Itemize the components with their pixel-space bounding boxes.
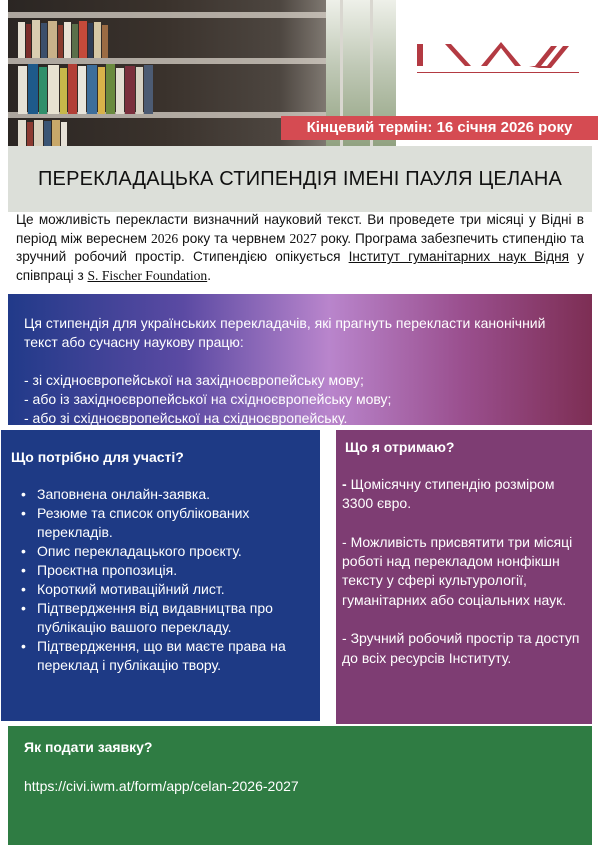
title-banner	[8, 146, 592, 212]
eligibility-item: - зі східноєвропейської на західноєвропейську мову;	[24, 372, 364, 388]
intro-text: у співпраці з	[16, 249, 584, 283]
page-title: ПЕРЕКЛАДАЦЬКА СТИПЕНДІЯ ІМЕНІ ПАУЛЯ ЦЕЛАНА	[37, 168, 563, 190]
intro-text: року. Програма забезпечить стипендію та зручний робочий простір. Стипендією опікується	[16, 230, 584, 265]
foundation-link[interactable]: S. Fischer Foundation	[87, 267, 208, 283]
eligibility-panel	[8, 294, 592, 425]
intro-year-end: 2027	[289, 230, 317, 246]
benefit-item	[342, 533, 582, 610]
book-row	[18, 20, 108, 58]
benefits-heading: Що я отримаю?	[345, 439, 455, 455]
apply-box	[8, 726, 592, 845]
logo-underline	[417, 72, 579, 73]
requirement-item: • Підтвердження від видавництва про публікацію вашого перекладу.	[21, 599, 311, 637]
benefit-item	[342, 629, 582, 668]
requirement-item: • Підтвердження, що ви маєте права на переклад і публікацію твору.	[21, 637, 311, 675]
benefit-item	[342, 475, 582, 514]
requirement-item: • Короткий мотиваційний лист.	[21, 580, 311, 599]
benefit-text: Щомісячну стипендію розміром 3300 євро.	[342, 476, 555, 512]
requirements-heading: Що потрібно для участі?	[11, 449, 184, 465]
benefit-dash: -	[342, 476, 351, 492]
benefit-dash: -	[342, 630, 351, 647]
intro-year-start: 2026	[150, 230, 179, 246]
application-form-link[interactable]: https://civi.iwm.at/form/app/celan-2026-2027	[24, 778, 299, 794]
book-row	[18, 64, 153, 114]
apply-heading: Як подати заявку?	[24, 739, 153, 755]
requirement-item: • Резюме та список опублікованих перекладів.	[21, 504, 311, 542]
intro-text: року та червнем	[178, 230, 290, 246]
intro-text: Це можливість перекласти визначний науковий текст. Ви проведете три місяці у Відні в період між вереснем	[16, 212, 584, 246]
requirement-item: • Опис перекладацького проєкту.	[21, 542, 311, 561]
intro-text: .	[207, 267, 211, 283]
requirement-item: • Заповнена онлайн-заявка.	[21, 485, 311, 504]
benefit-dash: -	[342, 533, 351, 550]
iwm-logo	[415, 38, 581, 74]
eligibility-list	[24, 371, 576, 428]
requirement-item: • Проєктна пропозиція.	[21, 561, 311, 580]
benefits-list	[342, 475, 582, 687]
benefit-text: Можливість присвятити три місяці роботі над перекладом нонфікшн тексту у сфері культурології, гуманітарних або соціальних наук.	[342, 533, 573, 608]
benefit-text: Зручний робочий простір та доступ до всіх ресурсів Інституту.	[342, 630, 580, 666]
eligibility-lead: Ця стипендія для українських перекладачів, які прагнуть перекласти канонічний текст або сучасну наукову працю:	[24, 315, 546, 350]
eligibility-item: - або зі східноєвропейської на східноєвропейську.	[24, 410, 348, 426]
benefits-box	[336, 430, 592, 724]
eligibility-item: - або із західноєвропейської на східноєвропейську мову;	[24, 391, 392, 407]
intro-paragraph	[16, 211, 584, 285]
requirements-box	[1, 430, 320, 721]
deadline-badge: Кінцевий термін: 16 січня 2026 року	[281, 116, 598, 140]
requirements-list	[21, 485, 311, 675]
institute-link[interactable]: Інститут гуманітарних наук Відня	[348, 249, 570, 265]
